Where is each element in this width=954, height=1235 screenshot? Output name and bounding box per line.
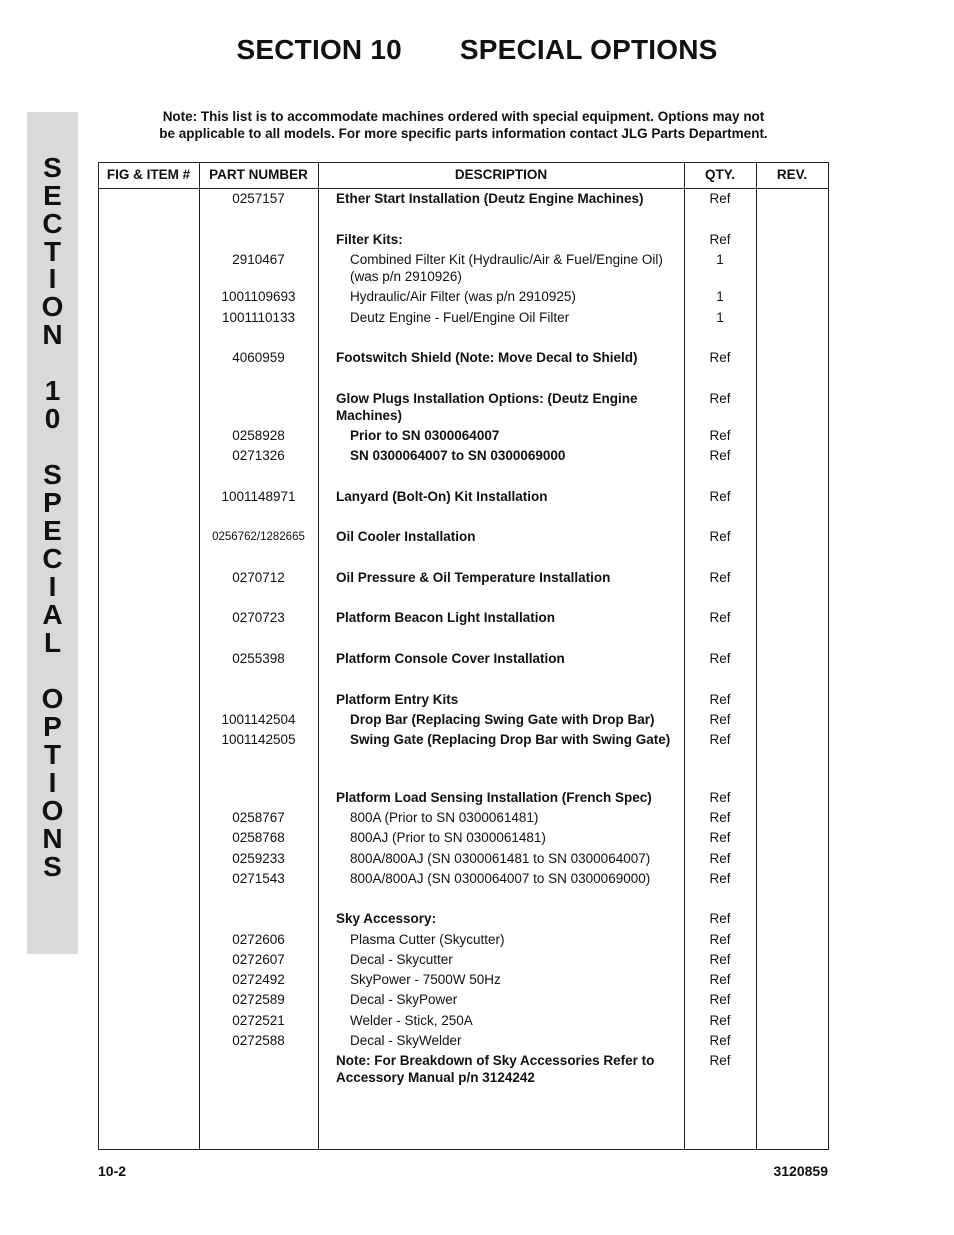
section-side-tab [27, 112, 78, 954]
qty-cell: Ref [709, 350, 731, 365]
part-number-cell: 0271543 [232, 871, 285, 886]
part-number-cell: 0259233 [232, 851, 285, 866]
header-part-number: PART NUMBER [209, 167, 308, 182]
qty-cell: Ref [709, 391, 731, 406]
qty-cell: Ref [709, 1013, 731, 1028]
part-number-cell: 0272588 [232, 1033, 285, 1048]
header-fig-item: FIG & ITEM # [106, 167, 191, 182]
description-cell: SkyPower - 7500W 50Hz [350, 972, 501, 987]
side-tab-letter: T [43, 236, 62, 267]
table-border-right [828, 163, 829, 1149]
part-number-cell: 0272492 [232, 972, 285, 987]
description-cell: SN 0300064007 to SN 0300069000 [350, 448, 566, 463]
side-tab-letter: I [48, 571, 57, 602]
part-number-cell: 0272521 [232, 1013, 285, 1028]
description-cell: Combined Filter Kit (Hydraulic/Air & Fuel/Engine Oil) (was p/n 2910926) [350, 252, 663, 284]
qty-cell: Ref [709, 448, 731, 463]
qty-cell: Ref [709, 911, 731, 926]
side-tab-letter: P [43, 711, 62, 742]
qty-cell: Ref [709, 651, 731, 666]
qty-cell: 1 [716, 252, 724, 267]
side-tab-letter: O [41, 683, 64, 714]
qty-cell: Ref [709, 191, 731, 206]
side-tab-letter: N [42, 319, 63, 350]
column-divider [318, 163, 319, 1149]
side-tab-letter: P [43, 487, 62, 518]
section-name: SPECIAL OPTIONS [459, 34, 718, 65]
part-number-cell: 1001110133 [221, 310, 296, 325]
section-label: SECTION 10 [236, 34, 402, 65]
header-divider [98, 188, 829, 189]
side-tab-letter: S [43, 459, 62, 490]
description-cell: Filter Kits: [336, 232, 403, 247]
part-number-cell: 0258928 [232, 428, 285, 443]
qty-cell: Ref [709, 1033, 731, 1048]
side-tab-letter: C [42, 208, 63, 239]
description-cell: Platform Entry Kits [336, 692, 459, 707]
description-cell: Sky Accessory: [336, 911, 437, 926]
part-number-cell: 0270712 [232, 570, 285, 585]
description-cell: Welder - Stick, 250A [350, 1013, 473, 1028]
part-number-cell: 2910467 [232, 252, 285, 267]
qty-cell: Ref [709, 570, 731, 585]
qty-cell: Ref [709, 952, 731, 967]
qty-cell: Ref [709, 692, 731, 707]
qty-cell: Ref [709, 810, 731, 825]
description-cell: Platform Console Cover Installation [336, 651, 565, 666]
side-tab-letter: S [43, 851, 62, 882]
qty-cell: Ref [709, 529, 731, 544]
description-cell: Oil Cooler Installation [336, 529, 476, 544]
header-qty: QTY. [704, 167, 735, 182]
part-number-cell: 0270723 [232, 610, 285, 625]
description-cell: Note: For Breakdown of Sky Accessories Refer to Accessory Manual p/n 3124242 [336, 1053, 655, 1085]
description-cell: Platform Beacon Light Installation [336, 610, 556, 625]
part-number-cell: 0258768 [232, 830, 285, 845]
description-cell: 800A/800AJ (SN 0300064007 to SN 0300069000) [350, 871, 651, 886]
description-cell: Decal - Skycutter [350, 952, 453, 967]
qty-cell: Ref [709, 489, 731, 504]
header-rev: REV. [776, 167, 808, 182]
qty-cell: Ref [709, 972, 731, 987]
qty-cell: Ref [709, 712, 731, 727]
part-number-cell: 4060959 [232, 350, 285, 365]
qty-cell: Ref [709, 851, 731, 866]
description-cell: Deutz Engine - Fuel/Engine Oil Filter [350, 310, 570, 325]
description-cell: Oil Pressure & Oil Temperature Installation [336, 570, 611, 585]
description-cell: Decal - SkyWelder [350, 1033, 462, 1048]
qty-cell: Ref [709, 1053, 731, 1068]
side-tab-letter: A [42, 599, 63, 630]
page-number: 10-2 [98, 1163, 127, 1179]
part-number-cell: 0271326 [232, 448, 285, 463]
description-cell: Drop Bar (Replacing Swing Gate with Drop Bar) [350, 712, 655, 727]
side-tab-letter: S [43, 152, 62, 183]
header-description: DESCRIPTION [454, 167, 548, 182]
description-cell: 800AJ (Prior to SN 0300061481) [350, 830, 546, 845]
description-cell: Decal - SkyPower [350, 992, 458, 1007]
description-cell: Swing Gate (Replacing Drop Bar with Swing Gate) [350, 732, 671, 747]
qty-cell: 1 [716, 289, 724, 304]
qty-cell: Ref [709, 610, 731, 625]
side-tab-letter: O [41, 291, 64, 322]
table-border-left [98, 163, 99, 1149]
qty-cell: Ref [709, 992, 731, 1007]
page-title [0, 34, 954, 66]
note-line: be applicable to all models. For more specific parts information contact JLG Parts Department. [159, 126, 768, 141]
qty-cell: Ref [709, 790, 731, 805]
side-tab-letter: T [43, 739, 62, 770]
description-cell: Ether Start Installation (Deutz Engine Machines) [336, 191, 644, 206]
qty-cell: Ref [709, 830, 731, 845]
qty-cell: Ref [709, 871, 731, 886]
description-cell: Prior to SN 0300064007 [350, 428, 500, 443]
special-equipment-note [98, 108, 829, 142]
part-number-cell: 0272606 [232, 932, 285, 947]
part-number-cell: 1001142504 [221, 712, 296, 727]
side-tab-letter: E [43, 180, 62, 211]
description-cell: Platform Load Sensing Installation (French Spec) [336, 790, 652, 805]
description-cell: 800A (Prior to SN 0300061481) [350, 810, 539, 825]
part-number-cell: 1001109693 [221, 289, 296, 304]
side-tab-letter: 1 [44, 375, 61, 406]
description-cell: Glow Plugs Installation Options: (Deutz Engine Machines) [336, 391, 638, 423]
qty-cell: 1 [716, 310, 724, 325]
description-cell: Plasma Cutter (Skycutter) [350, 932, 505, 947]
part-number-cell: 0258767 [232, 810, 285, 825]
side-tab-letter: I [48, 263, 57, 294]
description-cell: Hydraulic/Air Filter (was p/n 2910925) [350, 289, 576, 304]
side-tab-letter: N [42, 823, 63, 854]
side-tab-letter: 0 [44, 403, 61, 434]
part-number-cell: 0257157 [232, 191, 285, 206]
side-tab-letter: E [43, 515, 62, 546]
part-number-cell: 0256762/1282665 [212, 531, 305, 543]
qty-cell: Ref [709, 932, 731, 947]
description-cell: 800A/800AJ (SN 0300061481 to SN 0300064007) [350, 851, 651, 866]
part-number-cell: 0255398 [232, 651, 285, 666]
side-tab-letter: I [48, 767, 57, 798]
parts-table [98, 162, 829, 1150]
manual-number: 3120859 [773, 1163, 828, 1179]
description-cell: Footswitch Shield (Note: Move Decal to Shield) [336, 350, 638, 365]
side-tab-letter: O [41, 795, 64, 826]
part-number-cell: 1001142505 [221, 732, 296, 747]
side-tab-letter: C [42, 543, 63, 574]
qty-cell: Ref [709, 732, 731, 747]
side-tab-letter: L [43, 627, 62, 658]
part-number-cell: 0272607 [232, 952, 285, 967]
part-number-cell: 0272589 [232, 992, 285, 1007]
note-line: Note: This list is to accommodate machines ordered with special equipment. Options may not [162, 109, 765, 124]
column-divider [756, 163, 757, 1149]
qty-cell: Ref [709, 232, 731, 247]
description-cell: Lanyard (Bolt-On) Kit Installation [336, 489, 548, 504]
part-number-cell: 1001148971 [221, 489, 296, 504]
qty-cell: Ref [709, 428, 731, 443]
